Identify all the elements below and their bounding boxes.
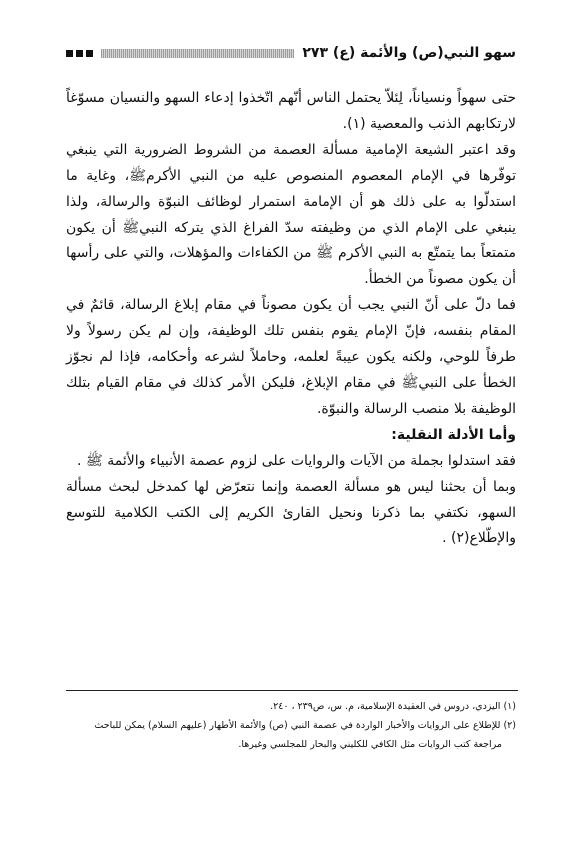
footnote-2-continuation: مراجعة كتب الروايات مثل الكافي للكليني والبحار للمجلسي وغيرها. xyxy=(238,739,502,750)
footnotes xyxy=(66,697,516,754)
ornament-square xyxy=(66,50,73,57)
footnote-1: (١) اليزدي، دروس في العقيدة الإسلامية، م. س، ص٢٣٩ ، ٢٤٠. xyxy=(270,701,516,712)
header-decorative-band xyxy=(101,49,294,58)
paragraph: فقد استدلوا بجملة من الآيات والروايات على لزوم عصمة الأنبياء والأئمة ﷺ . xyxy=(76,452,516,469)
footnote-2: (٢) للإطلاع على الروايات والأخبار الواردة في عصمة النبي (ص) والأئمة الأطهار (عليهم السلام) يمكن للباحث xyxy=(94,720,516,731)
header-ornament-squares xyxy=(66,50,101,57)
ornament-square xyxy=(76,50,83,57)
paragraph: وبما أن بحثنا ليس هو مسألة العصمة وإنما نتعرّض لها كمدخل لبحث مسألة السهو، نكتفي بما ذكرنا ونحيل القارئ الكريم إلى الكتب الكلامية للتوسع والإطّلاع(٢) . xyxy=(66,478,516,547)
paragraph: وقد اعتبر الشيعة الإمامية مسألة العصمة من الشروط الضرورية التي ينبغي توفّرها في الإمام المعصوم المنصوص عليه من النبي الأكرمﷺ، وغاية ما استدلّوا به على ذلك هو أن الإمامة استمرار لوظائف النبوّة والرسالة، ولذا ينبغي على الإمام الذي من وظيفته سدّ الفراغ الذي يتركه النبيﷺ أن يكون متمتعاً بما يتمتّع به النبي الأكرم ﷺ من الكفاءات والمؤهلات، والتي على رأسها أن يكون مصوناً من الخطأ. xyxy=(66,141,516,288)
body-text xyxy=(66,86,516,552)
footnote-separator xyxy=(66,690,518,691)
ornament-square xyxy=(86,50,93,57)
paragraph: حتى سهواً ونسياناً، لِئلاّ يحتمل الناس أنّهم اتّخذوا إدعاء السهو والنسيان مسوّغاً لارتكابهم الذنب والمعصية (١). xyxy=(66,90,516,132)
running-title: سهو النبي(ص) والأئمة (ع) ٢٧٣ xyxy=(302,45,516,61)
paragraph: فما دلّ على أنّ النبي يجب أن يكون مصوناً في مقام إبلاغ الرسالة، قائمٌ في المقام بنفسه، فإنّ الإمام يقوم بنفس تلك الوظيفة، وإن لم يكن رسولاً ولا طرفاً للوحي، ولكنه يكون عيبةً لعلمه، وحاملاً لشرعه وأحكامه، فإذا لم نجوّز الخطأ على النبيﷺ في مقام الإبلاغ، فليكن الأمر كذلك في مقام القيام بتلك الوظيفة بلا منصب الرسالة والنبوّة. xyxy=(66,297,516,417)
page-header xyxy=(66,40,516,66)
section-heading: وأما الأدلة النقلية: xyxy=(391,426,516,443)
